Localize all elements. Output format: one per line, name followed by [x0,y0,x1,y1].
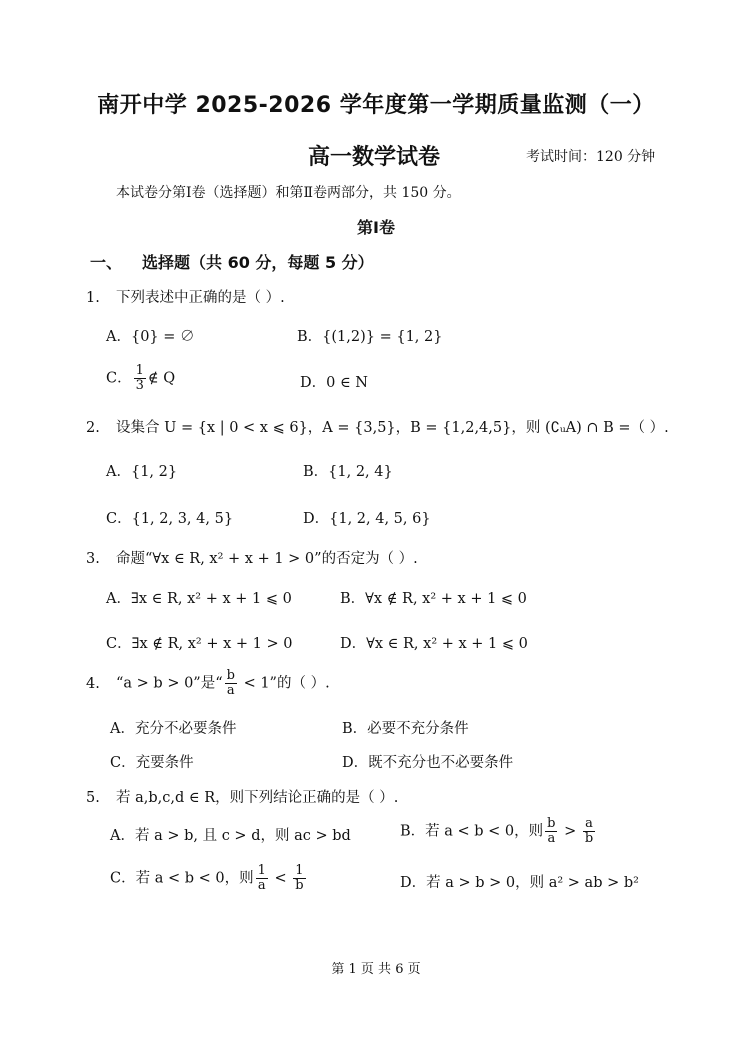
q2-option-d: D．{1, 2, 4, 5, 6} [303,511,431,527]
fraction [134,364,146,393]
q1-option-a: A．{0} = ∅ [106,329,195,345]
q4-option-a: A．充分不必要条件 [110,721,237,737]
exam-title: 南开中学 2025-2026 学年度第一学期质量监测（一） [97,93,655,118]
option-label: C．若 a < b < 0，则 [110,870,254,887]
exam-time: 考试时间：120 分钟 [526,149,656,165]
q5-option-c [110,864,308,893]
question-number: 1. [86,290,100,306]
q3-option-a: A．∃x ∈ R, x² + x + 1 ⩽ 0 [106,591,292,607]
section-title: 选择题（共 60 分，每题 5 分） [142,253,374,272]
fraction [545,817,557,846]
q1-option-c [106,364,175,393]
question-stem: 命题“∀x ∈ R, x² + x + 1 > 0”的否定为（ ）. [116,551,418,567]
numerator: a [583,817,595,832]
question-2 [86,416,669,437]
q2-option-b: B．{1, 2, 4} [303,464,393,480]
q2-option-a: A．{1, 2} [106,464,178,480]
fraction [583,817,595,846]
question-1 [86,286,285,307]
denominator: 3 [135,378,144,393]
denominator: a [257,878,266,893]
question-number: 2. [86,420,100,436]
q4-option-c: C．充要条件 [110,755,194,771]
question-number: 3. [86,551,100,567]
q5-option-d: D．若 a > b > 0，则 a² > ab > b² [400,875,639,891]
q4-option-d: D．既不充分也不必要条件 [342,755,514,771]
denominator: b [295,878,304,893]
section-number: 一、 [90,253,123,272]
question-number: 4. [86,675,100,692]
numerator: 1 [293,864,305,879]
question-4 [86,669,330,698]
q1-option-b: B．{(1,2)} = {1, 2} [297,329,443,345]
q3-option-b: B．∀x ∉ R, x² + x + 1 ⩽ 0 [340,591,527,607]
greater-sign: > [559,823,581,840]
option-label: C． [106,370,132,387]
q5-option-a: A．若 a > b, 且 c > d，则 ac > bd [110,828,351,844]
question-3 [86,547,418,568]
q3-option-d: D．∀x ∈ R, x² + x + 1 ⩽ 0 [340,636,528,652]
option-rest: ∉ Q [147,370,176,387]
denominator: a [547,831,556,846]
less-sign: < [269,870,292,887]
exam-subtitle: 高一数学试卷 [308,145,441,170]
numerator: b [547,816,556,831]
q5-option-b [400,817,597,846]
q2-option-c: C．{1, 2, 3, 4, 5} [106,511,234,527]
q1-option-d: D．0 ∈ N [300,375,368,391]
fraction [293,864,305,893]
numerator: 1 [135,363,144,378]
question-stem-pre: “a > b > 0”是“ [116,675,223,692]
q4-option-b: B．必要不充分条件 [342,721,469,737]
question-stem-post: < 1”的（ ）. [238,675,330,692]
numerator: b [226,668,235,683]
question-stem: 若 a,b,c,d ∈ R，则下列结论正确的是（ ）. [116,790,399,806]
denominator: b [584,831,594,846]
part-heading: 第Ⅰ卷 [357,218,395,237]
question-5 [86,786,398,807]
question-number: 5. [86,790,100,806]
numerator: 1 [257,863,266,878]
denominator: a [226,683,235,698]
fraction [256,864,268,893]
q3-option-c: C．∃x ∉ R, x² + x + 1 > 0 [106,636,293,652]
question-stem: 设集合 U = {x | 0 < x ⩽ 6}，A = {3,5}，B = {1,2,4,5}，则 (∁ᵤA) ∩ B =（ ）. [116,420,669,436]
exam-intro: 本试卷分第Ⅰ卷（选择题）和第Ⅱ卷两部分，共 150 分。 [116,185,461,201]
option-label: B．若 a < b < 0，则 [400,823,544,840]
page-footer: 第 1 页 共 6 页 [331,962,421,977]
section-heading [90,250,374,273]
question-stem: 下列表述中正确的是（ ）. [116,290,285,306]
fraction [225,669,237,698]
